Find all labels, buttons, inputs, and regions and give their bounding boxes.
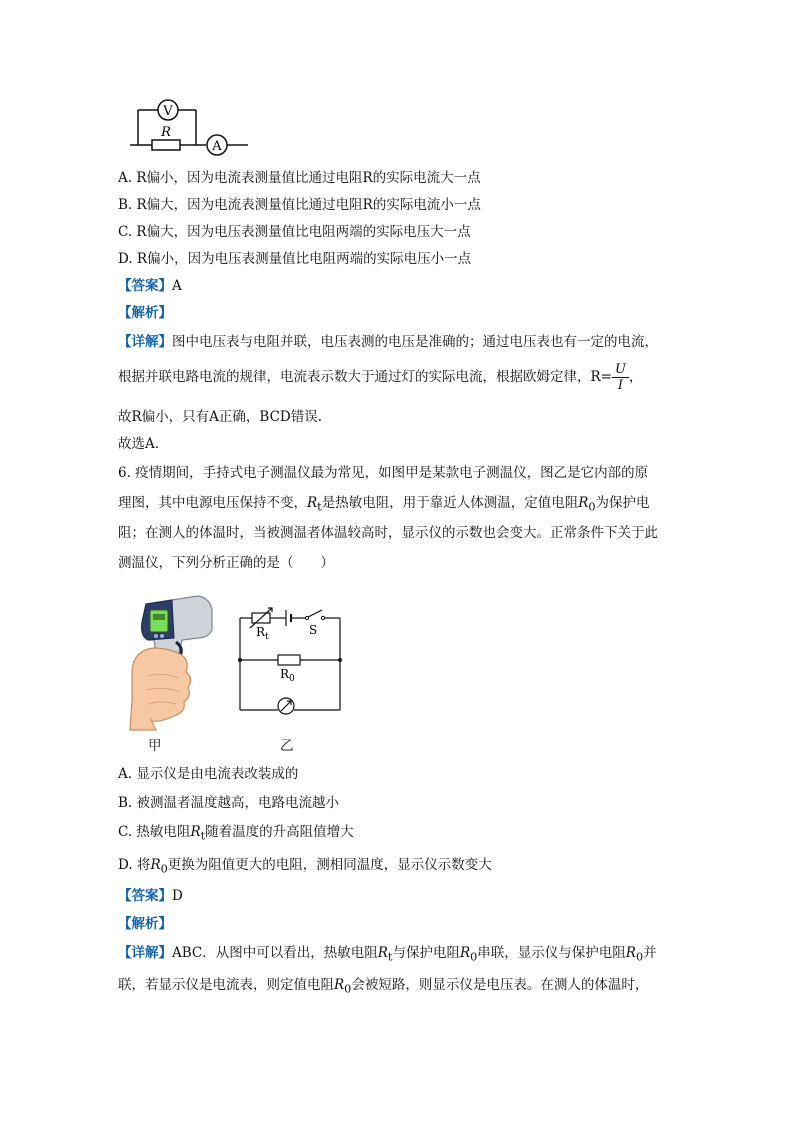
figure-label-yi: 乙 <box>280 738 294 754</box>
rt-subscript: t <box>387 950 393 964</box>
r0-symbol: R <box>459 945 471 961</box>
r0-subscript: 0 <box>160 862 168 876</box>
option-text: 随着温度的升高阻值增大 <box>205 824 354 840</box>
q5-detail-line-2 <box>118 362 642 393</box>
q6-option-a: A. 显示仪是由电流表改装成的 <box>118 766 299 782</box>
r0-symbol: R <box>578 495 589 511</box>
switch-symbol <box>308 610 322 617</box>
resistor-label: R <box>161 125 171 140</box>
detail-text: 联，若显示仪是电流表，则定值电阻 <box>118 977 334 993</box>
answer-tag: 【答案】 <box>118 888 172 904</box>
thermometer-screen <box>150 610 168 632</box>
q6-option-b: B. 被测温者温度越高，电路电流越小 <box>118 795 340 811</box>
q6-option-c <box>118 823 354 846</box>
q5-answer <box>118 277 182 295</box>
r0-resistor-symbol <box>278 655 300 665</box>
analysis-tag: 【解析】 <box>118 916 172 932</box>
fraction-numerator: U <box>612 362 629 378</box>
answer-tag: 【答案】 <box>118 278 172 294</box>
ohm-fraction <box>612 362 629 393</box>
q6-analysis-heading <box>118 915 172 933</box>
thermometer-gun-illustration <box>128 592 220 732</box>
detail-text: 图中电压表与电阻并联，电压表测的电压是准确的；通过电压表也有一定的电流， <box>172 334 658 350</box>
q6-stem-line-3: 阻；在测人的体温时，当被测温者体温较高时，显示仪的示数也会变大。正常条件下关于此 <box>118 525 658 541</box>
rt-symbol: R <box>190 824 201 840</box>
r0-subscript: 0 <box>470 950 478 964</box>
rt-symbol: R <box>307 495 318 511</box>
option-text: 更换为阻值更大的电阻，测相同温度，显示仪示数变大 <box>167 857 492 873</box>
option-text: D. 将 <box>118 857 151 873</box>
q5-detail-line-3: 故R偏小，只有A正确，BCD错误. <box>118 409 323 425</box>
q6-stem-line-4: 测温仪，下列分析正确的是（ ） <box>118 555 334 571</box>
q6-detail-line-2 <box>118 976 648 999</box>
fraction-denominator: I <box>617 378 624 393</box>
q5-detail-line-1 <box>118 333 658 351</box>
voltmeter-label: V <box>163 104 173 119</box>
figure-label-jia: 甲 <box>148 738 162 754</box>
detail-text: 根据并联电路电流的规律，电流表示数大于通过灯的实际电流，根据欧姆定律，R= <box>118 369 612 385</box>
analysis-tag: 【解析】 <box>118 305 172 321</box>
r0-subscript: 0 <box>344 982 352 996</box>
q5-analysis-heading <box>118 304 172 322</box>
stem-text: 理图，其中电源电压保持不变， <box>118 495 307 511</box>
stem-text: 是热敏电阻，用于靠近人体测温，定值电阻 <box>321 495 579 511</box>
q5-option-c: C. R偏大，因为电压表测量值比电阻两端的实际电压大一点 <box>118 224 471 240</box>
detail-text: 串联，显示仪与保护电阻 <box>477 945 626 961</box>
rt-subscript: t <box>317 500 322 514</box>
r0-symbol: R <box>150 857 161 873</box>
q6-stem-line-1: 6. 疫情期间，手持式电子测温仪最为常见，如图甲是某款电子测温仪，图乙是它内部的原 <box>118 465 649 481</box>
switch-label: S <box>309 623 318 637</box>
rt-subscript: t <box>200 829 206 843</box>
answer-value: D <box>172 888 183 904</box>
detail-text: 与保护电阻 <box>392 945 460 961</box>
answer-value: A <box>172 278 182 294</box>
q6-answer <box>118 887 183 905</box>
q5-circuit-diagram <box>130 96 260 158</box>
detail-text-end: ， <box>628 369 643 385</box>
q5-option-a: A. R偏小，因为电流表测量值比通过电阻R的实际电流大一点 <box>118 170 481 186</box>
stem-text: 为保护电 <box>595 495 650 511</box>
detail-text: ABC．从图中可以看出，热敏电阻 <box>172 945 378 961</box>
q6-stem-line-2 <box>118 494 650 517</box>
q5-option-b: B. R偏大，因为电流表测量值比通过电阻R的实际电流小一点 <box>118 197 481 213</box>
ammeter-label: A <box>212 139 222 154</box>
q5-option-d: D. R偏小，因为电压表测量值比电阻两端的实际电压小一点 <box>118 251 472 267</box>
detail-text: 并 <box>643 945 657 961</box>
detail-text: 会被短路，则显示仪是电压表。在测人的体温时， <box>351 977 649 993</box>
r0-symbol: R <box>334 977 345 993</box>
r0-label: $R_0$ <box>280 667 295 684</box>
r0-subscript: 0 <box>588 500 596 514</box>
q6-option-d <box>118 856 492 879</box>
q5-conclusion: 故选A. <box>118 436 160 452</box>
detail-tag: 【详解】 <box>118 945 172 961</box>
rt-symbol: R <box>377 945 388 961</box>
detail-tag: 【详解】 <box>118 334 172 350</box>
q6-circuit-diagram <box>236 604 346 720</box>
q6-detail-line-1 <box>118 944 657 967</box>
rt-label: $R_t$ <box>256 625 269 642</box>
option-text: C. 热敏电阻 <box>118 824 191 840</box>
r0-symbol: R <box>625 945 636 961</box>
resistor-symbol <box>152 140 180 150</box>
r0-subscript: 0 <box>635 950 644 964</box>
